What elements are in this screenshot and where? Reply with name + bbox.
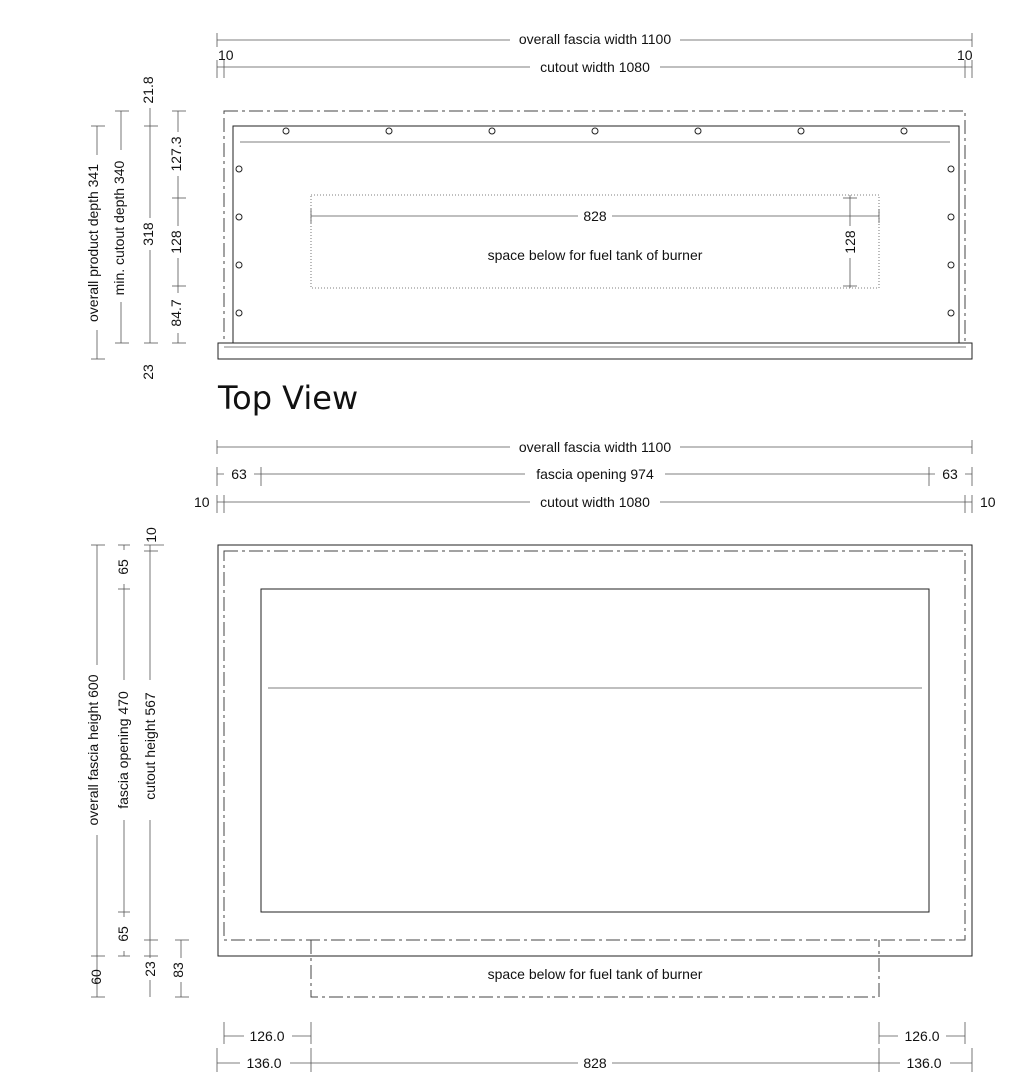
screw-hole-icon: [236, 310, 242, 316]
top-overall-width-dimension: [217, 30, 972, 48]
front-left-136-label: 136.0: [246, 1055, 282, 1071]
top-depth-dimensions: [85, 76, 188, 380]
top-overall-depth-label: overall product depth 341: [85, 164, 101, 322]
screw-hole-icon: [948, 166, 954, 172]
front-left-126-label: 126.0: [249, 1028, 285, 1044]
top-tank-area: [311, 195, 879, 288]
top-overall-width-label: overall fascia width 1100: [518, 31, 672, 47]
front-opening-width-label: fascia opening 974: [536, 466, 654, 482]
front-opening-height-label: fascia opening 470: [115, 691, 131, 809]
front-left-10-label: 10: [194, 494, 210, 510]
screw-hole-icon: [695, 128, 701, 134]
top-cutout-width-dimension: [217, 58, 972, 78]
front-83-label: 83: [170, 962, 186, 978]
front-cutout-width-dimension: [194, 493, 996, 513]
top-318-label: 318: [140, 222, 156, 246]
front-right-10-label: 10: [980, 494, 996, 510]
top-127-3-label: 127.3: [168, 136, 184, 172]
front-cutout-width-label: cutout width 1080: [540, 494, 650, 510]
top-view: [85, 30, 973, 417]
front-bottom-65-label: 65: [115, 926, 131, 942]
top-tank-width-label: 828: [583, 208, 607, 224]
top-84-7-label: 84.7: [168, 299, 184, 327]
screw-hole-icon: [489, 128, 495, 134]
top-left-margin-label: 10: [218, 47, 234, 63]
front-overall-width-dimension: [217, 438, 972, 456]
front-right-136-label: 136.0: [906, 1055, 942, 1071]
front-tank-area: [311, 940, 879, 997]
top-128-label: 128: [168, 230, 184, 254]
front-top-65-label: 65: [115, 559, 131, 575]
front-tank-note: space below for fuel tank of burner: [487, 966, 703, 982]
top-right-margin-label: 10: [957, 47, 973, 63]
front-opening-width-dimension: [217, 465, 972, 486]
front-top-10-label: 10: [143, 527, 159, 543]
top-min-cutout-depth-label: min. cutout depth 340: [111, 160, 127, 296]
front-23-label: 23: [142, 961, 158, 977]
screw-hole-icon: [236, 214, 242, 220]
front-view: [85, 438, 996, 1072]
front-left-63-label: 63: [231, 466, 247, 482]
screw-hole-icon: [283, 128, 289, 134]
screw-hole-icon: [236, 262, 242, 268]
front-height-dimensions: [85, 527, 192, 997]
screw-hole-icon: [948, 262, 954, 268]
front-60-label: 60: [88, 969, 104, 985]
front-overall-width-label: overall fascia width 1100: [518, 439, 672, 455]
front-tank-width-label: 828: [583, 1055, 607, 1071]
screw-hole-icon: [592, 128, 598, 134]
front-cutout-height-label: cutout height 567: [142, 692, 158, 800]
front-right-63-label: 63: [942, 466, 958, 482]
screw-hole-icon: [798, 128, 804, 134]
front-view-outline: [218, 545, 972, 956]
top-view-title: Top View: [218, 379, 359, 417]
front-bottom-dimensions: [217, 1022, 972, 1072]
top-tank-depth-label: 128: [842, 230, 858, 254]
front-overall-height-label: overall fascia height 600: [85, 674, 101, 826]
front-right-126-label: 126.0: [904, 1028, 940, 1044]
screw-hole-icon: [236, 166, 242, 172]
screw-hole-icon: [948, 310, 954, 316]
top-tank-note: space below for fuel tank of burner: [487, 247, 703, 263]
top-23-label: 23: [140, 364, 156, 380]
screw-hole-icon: [948, 214, 954, 220]
top-cutout-width-label: cutout width 1080: [540, 59, 650, 75]
screw-hole-icon: [386, 128, 392, 134]
screw-hole-icon: [901, 128, 907, 134]
top-21-8-label: 21.8: [140, 76, 156, 104]
